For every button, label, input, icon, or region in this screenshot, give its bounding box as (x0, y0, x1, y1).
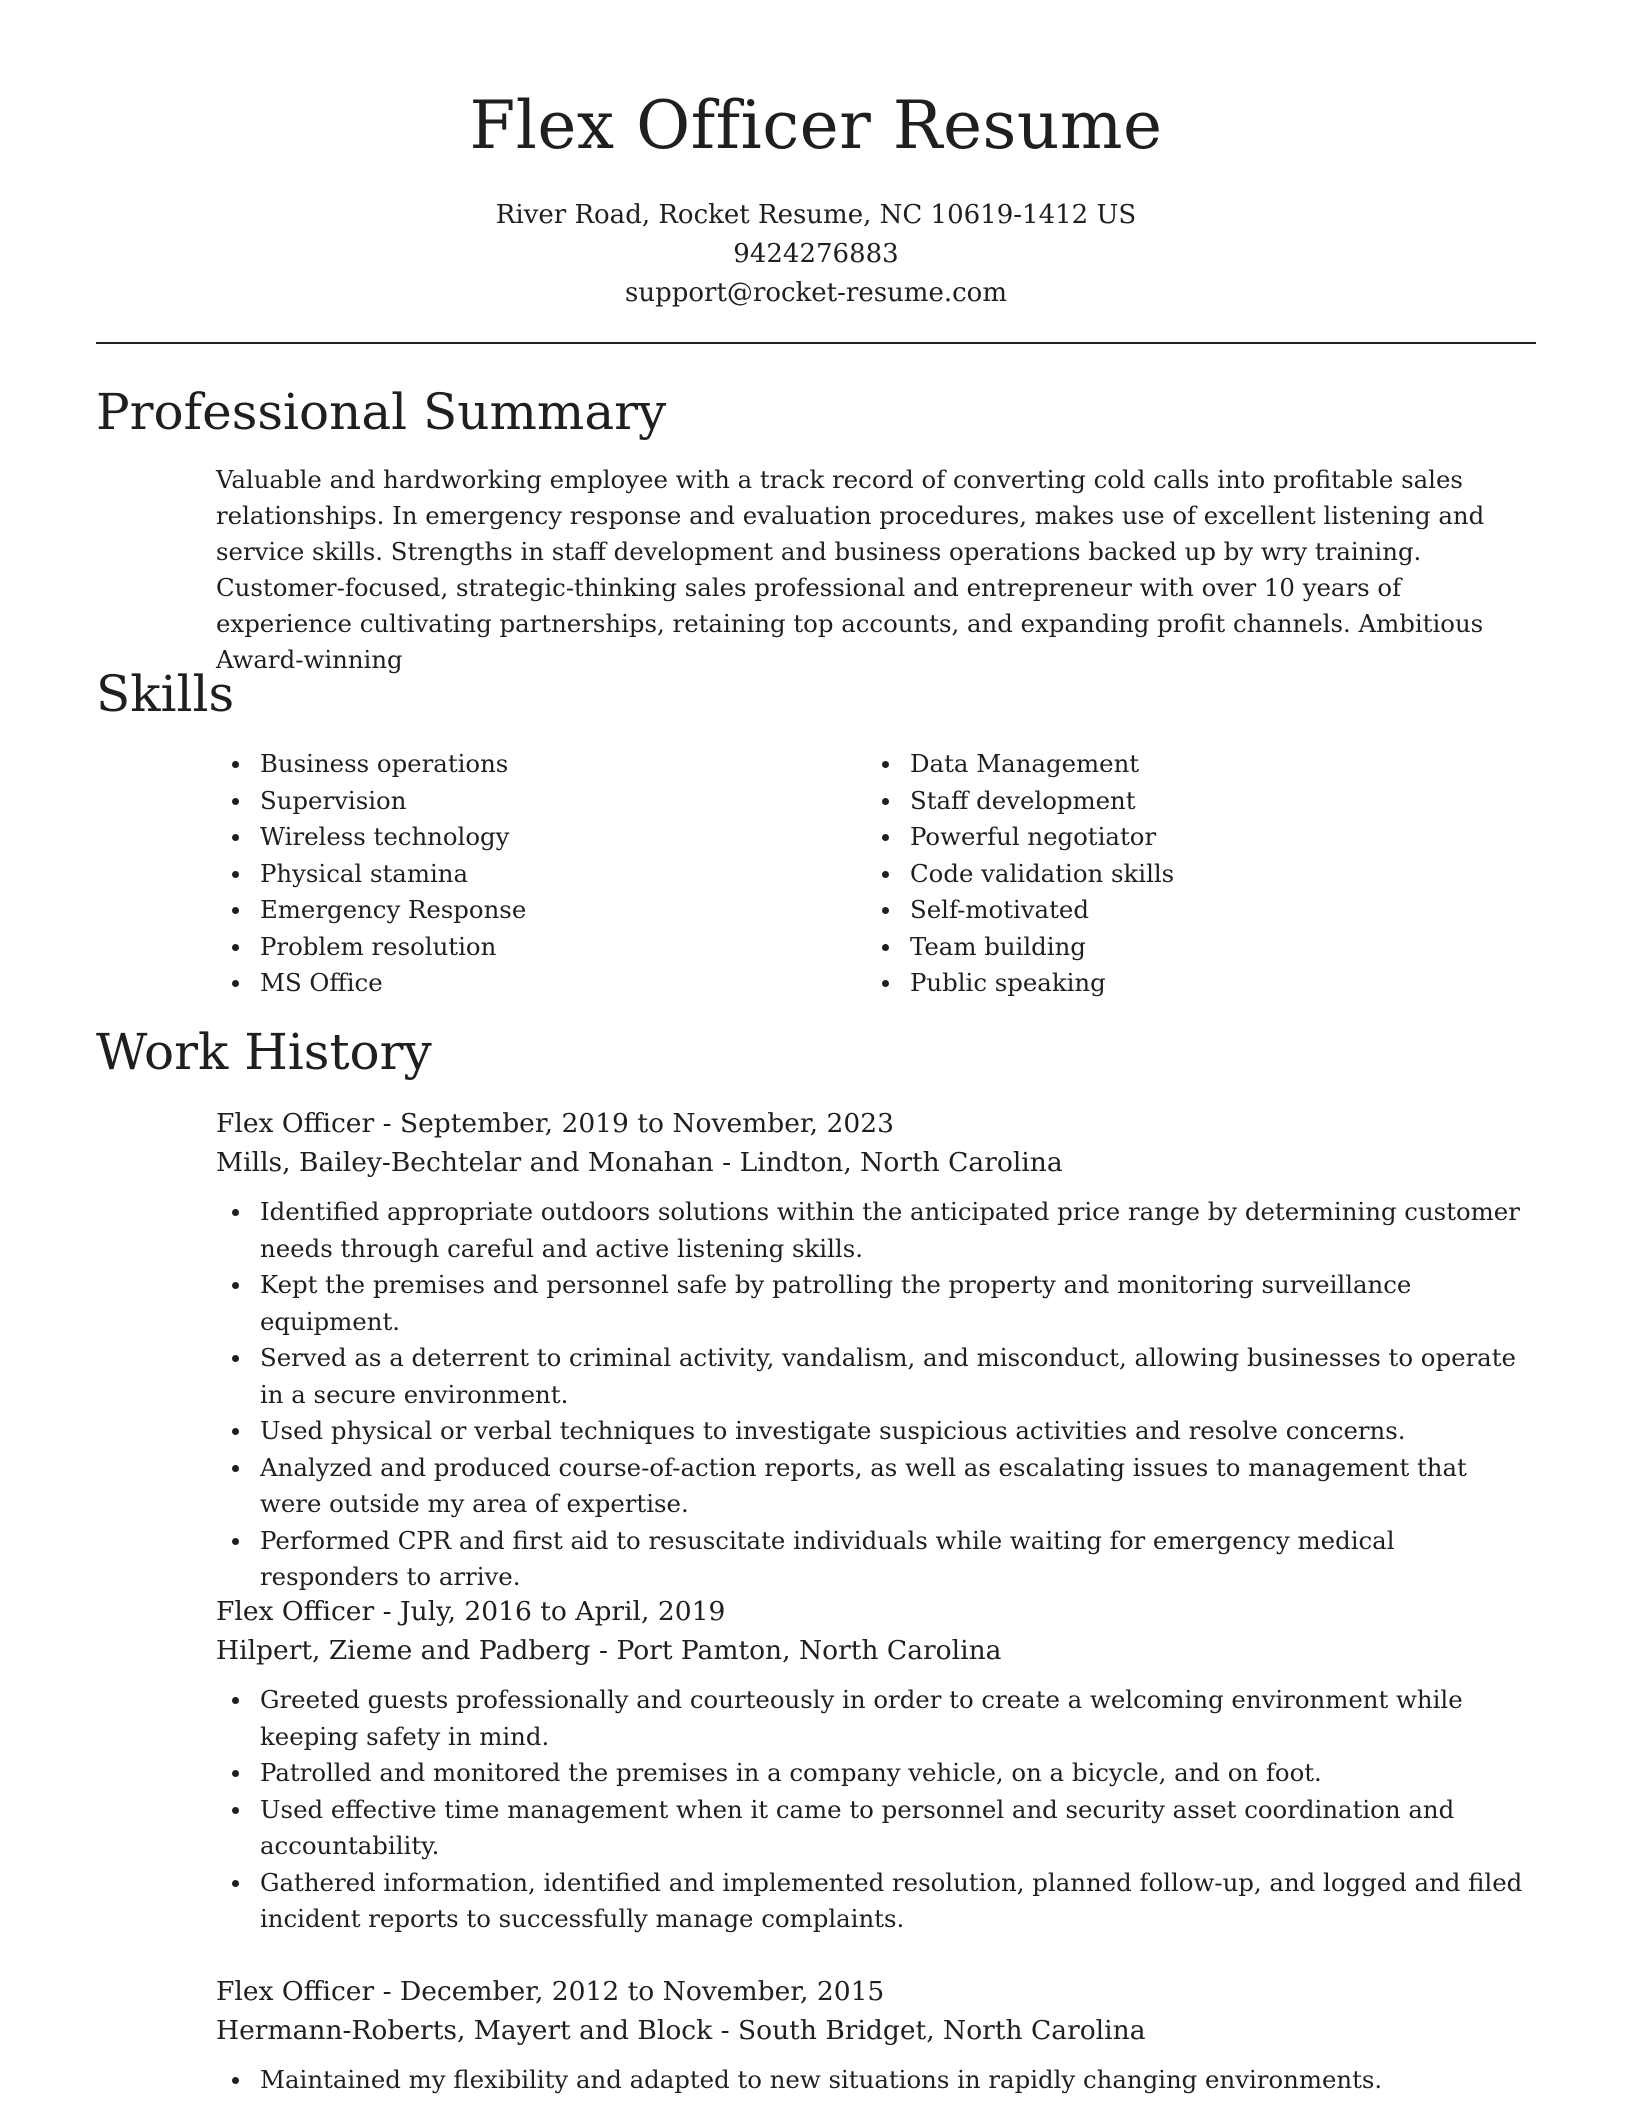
job-company-line (216, 1143, 1536, 1182)
skill-item: Staff development (910, 783, 1174, 820)
skill-item: Business operations (260, 746, 526, 783)
job-title-line (216, 1104, 1536, 1143)
resume-header (0, 86, 1632, 313)
resume-title: Flex Officer Resume (469, 87, 1163, 164)
job-dates: September, 2019 to November, 2023 (399, 1108, 894, 1139)
job-duties (216, 1194, 1536, 1596)
section-title-skills: Skills (96, 665, 235, 723)
separator: - (712, 2015, 738, 2046)
duty-item: Gathered information, identified and implemented resolution, planned follow-up, and logged and filed incident reports to successfully manage complaints. (260, 1865, 1536, 1938)
job-location: Port Pamton, North Carolina (616, 1635, 1002, 1666)
duty-item: Performed CPR and first aid to resuscitate individuals while waiting for emergency medical responders to arrive. (260, 1523, 1536, 1596)
separator: - (374, 1596, 400, 1627)
job-role: Flex Officer (216, 1596, 375, 1627)
skill-item: Code validation skills (910, 856, 1174, 893)
separator: - (374, 1976, 400, 2007)
skills-column-right (866, 746, 1174, 1002)
contact-info (0, 196, 1632, 313)
job-title-line (216, 1592, 1536, 1631)
job-entry (216, 1104, 1536, 1596)
job-entry (216, 1592, 1536, 1938)
separator: - (590, 1635, 617, 1666)
summary-text: Valuable and hardworking employee with a track record of converting cold calls into profitable sales relationships. In emergency response and evaluation procedures, makes use of excellent listening and service skills. Strengths in staff development and business operations backed up by wry training. Customer-focused, strategic-thinking sales professional and entrepreneur with over 10 years of experience cultivating partnerships, retaining top accounts, and expanding profit channels. Ambitious Award-winning (216, 465, 1485, 674)
job-duties (216, 2062, 1536, 2099)
job-location: South Bridget, North Carolina (738, 2015, 1146, 2046)
duty-item: Patrolled and monitored the premises in a company vehicle, on a bicycle, and on foot. (260, 1755, 1536, 1792)
duty-item: Maintained my flexibility and adapted to new situations in rapidly changing environments. (260, 2062, 1536, 2099)
job-dates: July, 2016 to April, 2019 (399, 1596, 726, 1627)
duty-item: Analyzed and produced course-of-action reports, as well as escalating issues to management that were outside my area of expertise. (260, 1450, 1536, 1523)
duty-item: Used effective time management when it came to personnel and security asset coordination and accountability. (260, 1792, 1536, 1865)
contact-email: support@rocket-resume.com (624, 278, 1007, 308)
contact-address: River Road, Rocket Resume, NC 10619-1412 US (495, 200, 1137, 230)
header-divider (96, 342, 1536, 344)
skill-item: MS Office (260, 965, 526, 1002)
job-duties (216, 1682, 1536, 1938)
skill-item: Wireless technology (260, 819, 526, 856)
skill-item: Public speaking (910, 965, 1174, 1002)
duty-item: Served as a deterrent to criminal activity, vandalism, and misconduct, allowing businesses to operate in a secure environment. (260, 1340, 1536, 1413)
duty-item: Kept the premises and personnel safe by patrolling the property and monitoring surveillance equipment. (260, 1267, 1536, 1340)
skill-item: Team building (910, 929, 1174, 966)
skill-item: Self-motivated (910, 892, 1174, 929)
job-dates: December, 2012 to November, 2015 (399, 1976, 885, 2007)
duty-item: Identified appropriate outdoors solutions within the anticipated price range by determining customer needs through careful and active listening skills. (260, 1194, 1536, 1267)
job-company: Hilpert, Zieme and Padberg (216, 1635, 591, 1666)
job-company-line (216, 1631, 1536, 1670)
skill-item: Powerful negotiator (910, 819, 1174, 856)
job-title-line (216, 1972, 1536, 2011)
section-title-summary: Professional Summary (96, 383, 667, 441)
skill-item: Problem resolution (260, 929, 526, 966)
job-role: Flex Officer (216, 1976, 375, 2007)
duty-item: Used physical or verbal techniques to investigate suspicious activities and resolve concerns. (260, 1413, 1536, 1450)
job-company: Hermann-Roberts, Mayert and Block (216, 2015, 713, 2046)
job-location: Lindton, North Carolina (739, 1147, 1063, 1178)
skill-item: Data Management (910, 746, 1174, 783)
job-role: Flex Officer (216, 1108, 375, 1139)
skill-item: Physical stamina (260, 856, 526, 893)
skill-item: Supervision (260, 783, 526, 820)
duty-item: Greeted guests professionally and courteously in order to create a welcoming environment while keeping safety in mind. (260, 1682, 1536, 1755)
section-title-work-history: Work History (96, 1023, 432, 1081)
skills-column-left (216, 746, 526, 1002)
separator: - (713, 1147, 740, 1178)
job-entry (216, 1972, 1536, 2099)
job-company: Mills, Bailey-Bechtelar and Monahan (216, 1147, 714, 1178)
separator: - (374, 1108, 400, 1139)
skill-item: Emergency Response (260, 892, 526, 929)
contact-phone: 9424276883 (733, 239, 899, 269)
job-company-line (216, 2011, 1536, 2050)
